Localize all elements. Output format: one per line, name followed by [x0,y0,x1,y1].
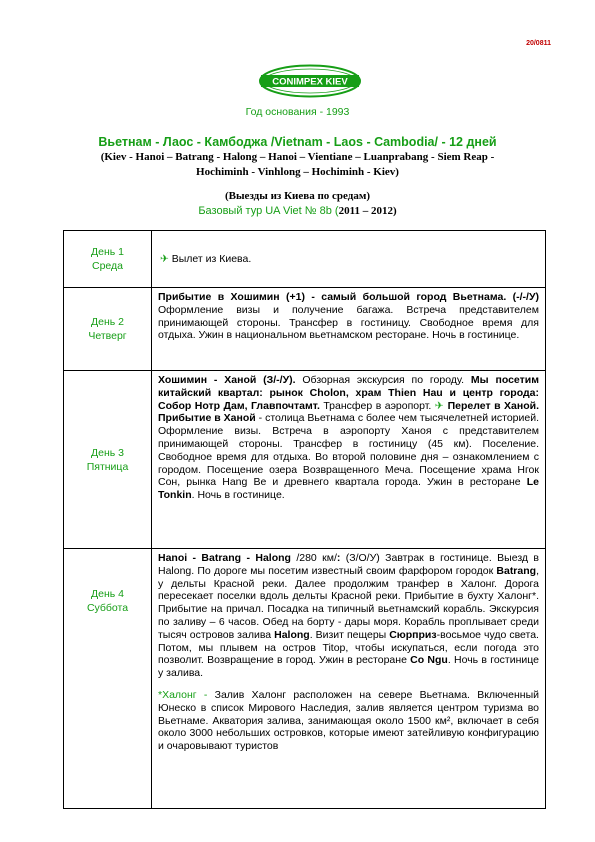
place-name: Batrang [496,564,537,577]
note-label: *Халонг - [158,688,208,701]
day-weekday: Среда [92,260,123,272]
day-text: , у дельты Красной реки [158,564,539,590]
day-text: - столица Вьетнама с более чем тысячелетней историей. Оформление визы. Встреча в аэропорту Ханоя с представителем принимающей стороны. Трансфер в гостиницу (45 км). Поселение. Свободное время для отдыха. Во второй половине дня – ознакомлением с городом. Посещение озера Возвращенного Меча. Посещение храма Нгок Сон, рынка Hang Be и древнего квартала города. Ужин в ресторане [158,412,539,489]
day-heading: Прибытие в Хошимин (+1) - самый большой город Вьетнама. (-/-/У) [158,291,539,303]
day-text: . Ночь в гостинице. [191,489,285,502]
itinerary-table [63,230,546,809]
restaurant-name: Co Ngu [410,654,448,667]
day-text: /280 км/ [290,552,337,564]
day-description [152,231,546,288]
tour-title: Вьетнам - Лаос - Камбоджа /Vietnam - Laos - Cambodia/ - 12 дней [98,135,497,149]
day-text: . Далее продолжим транфер в Халонг. Дорога пересекает поселки вдоль дельты Красной реки. Прибытие в бухту Халонг*. Прибытие на причал. Посадка на типичный вьетнамский корабль. Экскурсия по заливу – 6 часов. Обед на борту - дары моря. Корабль проплывает среди тысяч островов залива [158,577,539,641]
svg-text:CONIMPEX KIEV: CONIMPEX KIEV [272,76,348,88]
day-heading: Хошимин - Ханой (З/-/У). [158,374,296,386]
airplane-icon: ✈ [434,399,445,412]
highlight-text: Перелет в Ханой. Прибытие в Ханой [158,399,539,425]
departures-note: (Выезды из Киева по средам) [224,190,371,202]
itinerary-row-day-3 [64,371,546,549]
day-cell [64,549,152,809]
day-description [152,288,546,371]
itinerary-row-day-2 [64,288,546,371]
restaurant-name: Le Tonkin [158,476,539,502]
day-weekday: Пятница [86,460,129,473]
tour-route [60,150,535,180]
day-text: . Ночь в гостинице у залива. [158,654,539,680]
day-number: День 3 [91,446,124,459]
base-tour [0,205,595,217]
place-name: Halong [274,628,310,641]
day-weekday: Суббота [86,602,129,614]
day-text: (З/О/У) Завтрак в гостинице. Выезд в Halong. По дороге мы посетим известный своим фарфором городок [158,552,539,577]
airplane-icon: ✈ [160,253,169,266]
base-tour-label: Базовый тур UA Viet № 8b ( [198,205,339,217]
day-cell [64,371,152,549]
itinerary-row-day-1 [64,231,546,288]
place-name: Сюрприз [389,628,437,641]
route-line-1: (Kiev - Hanoi – Batrang - Halong – Hanoi – Vientiane – Luanprabang - Siem Reap - [100,151,495,163]
day-cell [64,288,152,371]
document-code: 20/0811 [526,40,551,47]
day-text: : [336,552,341,564]
day-text: Обзорная экскурсия по городу. [295,374,471,386]
day-number: День 4 [91,588,124,600]
day-text: Вылет из Киева. [171,253,252,266]
itinerary-row-day-4 [64,549,546,809]
highlight-text: Мы посетим китайский квартал: рынок Cholon, храм Thien Hau и центр города: Собор Нотр Дам, Главпочтамт. [158,374,539,412]
day-text: -восьмое чудо света. Потом, мы плывем на остров Titop, чтобы искупаться, если погода это позволит. Возвращение в город. Ужин в ресторане [158,628,539,667]
day-text: Оформление визы и получение багажа. Встреча представителем принимающей стороны. Трансфер в гостиницу. Свободное время для отдыха. Ужин в национальном вьетнамском ресторане. Ночь в гостинице. [158,303,539,342]
day-cell [64,231,152,288]
founded-year: Год основания - 1993 [245,106,350,118]
conimpex-logo [258,64,362,98]
day-text: . Визит пещеры [309,628,390,641]
base-tour-years: 2011 – 2012) [338,205,397,217]
day-text: Трансфер в аэропорт. [319,399,435,412]
day-heading: Hanoi - Batrang - Halong [158,552,291,564]
day-weekday: Четверг [88,330,127,342]
note-text: Залив Халонг расположен на севере Вьетнама. Включенный Юнеско в список Мирового Наследия, залив является центром туризма во Вьетнаме. Акватория залива, занимающая около 1500 км², включает в себя около 3000 небольших островков, которые имеют затейливую конфигурацию и очаровывают туристов [158,688,540,753]
day-description [152,549,546,809]
day-number: День 2 [91,316,124,328]
route-line-2: Hochiminh - Vinhlong – Hochiminh - Kiev) [196,166,399,178]
day-description [152,371,546,549]
day-number: День 1 [91,246,124,258]
